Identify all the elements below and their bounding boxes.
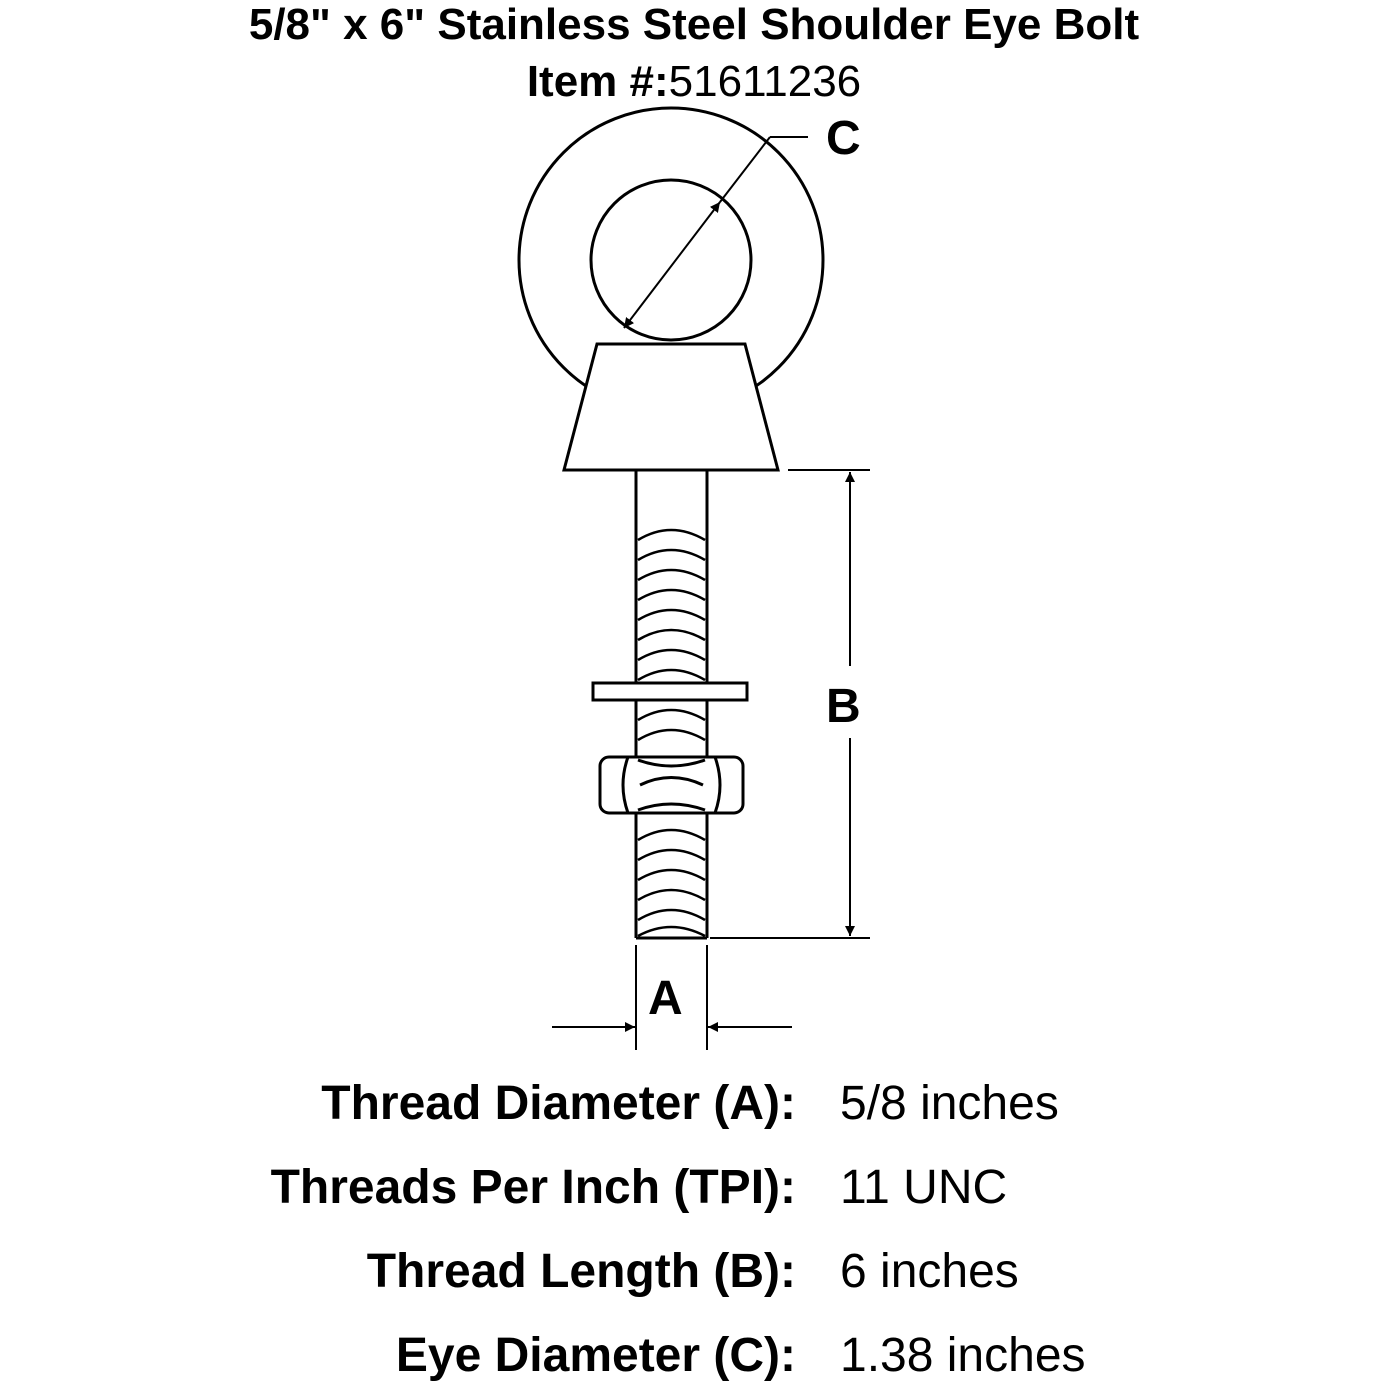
spec-label: Eye Diameter (C): bbox=[395, 1329, 796, 1382]
spec-value: 1.38 inches bbox=[840, 1329, 1086, 1382]
spec-value: 6 inches bbox=[840, 1245, 1019, 1298]
dimension-a-label: A bbox=[648, 972, 683, 1025]
washer bbox=[593, 683, 747, 700]
item-label: Item #: bbox=[526, 57, 669, 106]
spec-row-eye-diameter bbox=[0, 1326, 1388, 1386]
eye-inner-circle bbox=[591, 180, 751, 340]
spec-value: 11 UNC bbox=[840, 1161, 1008, 1214]
dimension-c-label: C bbox=[826, 112, 861, 165]
spec-row-thread-length bbox=[0, 1242, 1388, 1302]
dimension-b-label: B bbox=[826, 680, 861, 733]
hex-nut bbox=[600, 757, 743, 813]
spec-label: Thread Length (B): bbox=[366, 1245, 796, 1298]
spec-row-tpi bbox=[0, 1158, 1388, 1218]
spec-label: Thread Diameter (A): bbox=[321, 1077, 796, 1130]
spec-label: Threads Per Inch (TPI): bbox=[270, 1161, 796, 1214]
threads bbox=[638, 530, 705, 936]
spec-row-thread-diameter bbox=[0, 1074, 1388, 1134]
shoulder bbox=[564, 344, 778, 470]
page-title: 5/8" x 6" Stainless Steel Shoulder Eye Bolt bbox=[248, 0, 1140, 49]
spec-value: 5/8 inches bbox=[840, 1077, 1059, 1130]
item-number: 51611236 bbox=[668, 57, 862, 106]
